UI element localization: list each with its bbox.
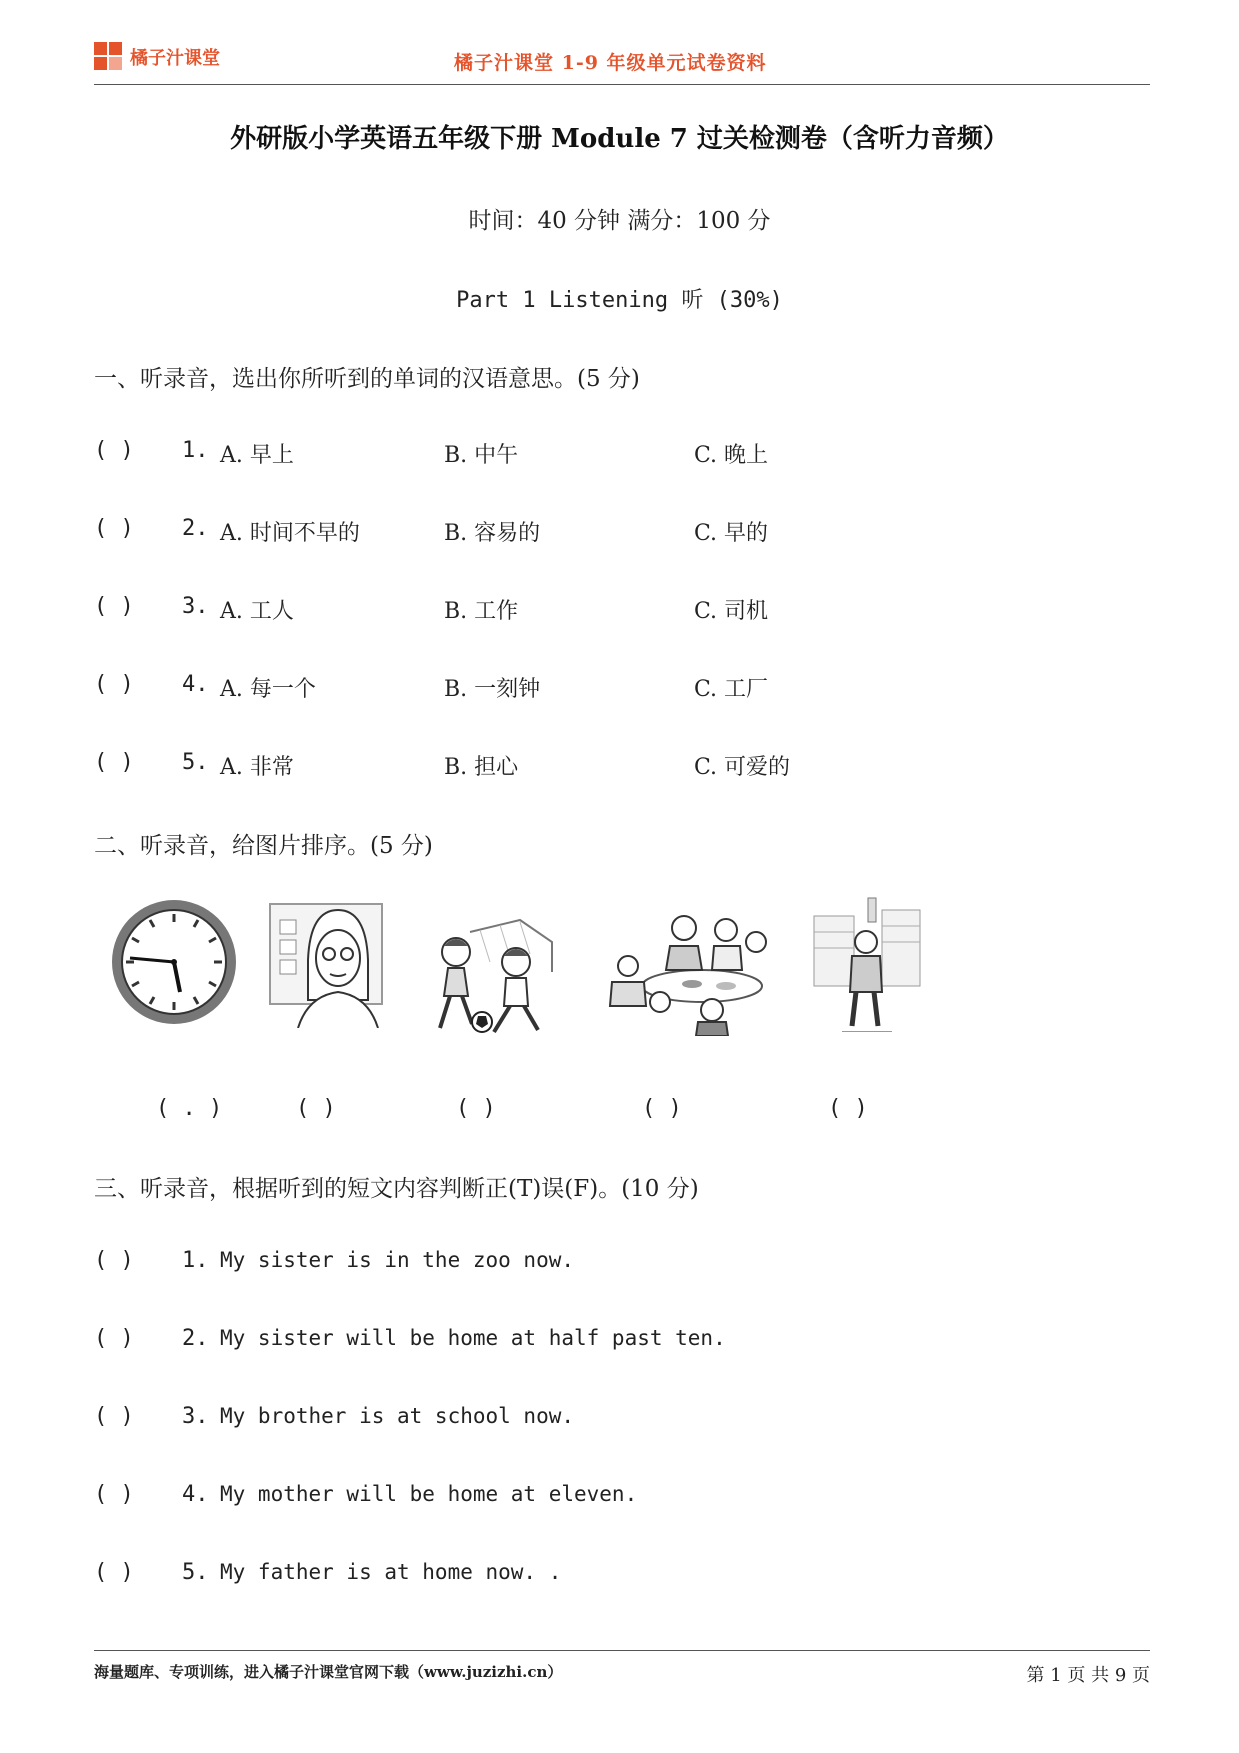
statement-text: My sister will be home at half past ten. (220, 1326, 726, 1350)
picture-answer-blank[interactable]: ( ) (642, 1096, 682, 1121)
item-number: 2. (182, 1326, 209, 1351)
option-a: A. 时间不早的 (220, 521, 360, 546)
answer-blank[interactable]: ( ) (94, 1248, 134, 1273)
option-c: C. 早的 (694, 521, 769, 546)
logo-text: 橘子汁课堂 (130, 48, 220, 69)
item-number: 2. (182, 516, 209, 541)
clock-picture (108, 896, 240, 1028)
option-c: C. 司机 (694, 599, 769, 624)
option-b: B. 一刻钟 (444, 677, 541, 702)
item-number: 4. (182, 1482, 209, 1507)
statement-text: My father is at home now. . (220, 1560, 562, 1584)
list-item (94, 516, 994, 548)
section2-heading: 二、听录音，给图片排序。(5 分) (94, 833, 433, 859)
item-number: 5. (182, 1560, 209, 1585)
section3-heading: 三、听录音，根据听到的短文内容判断正(T)误(F)。(10 分) (94, 1176, 699, 1202)
statement-text: My sister is in the zoo now. (220, 1248, 575, 1272)
option-c: C. 晚上 (694, 443, 769, 468)
item-number: 3. (182, 1404, 209, 1429)
answer-blank[interactable]: ( ) (94, 672, 134, 697)
picture-answer-blank[interactable]: ( ) (828, 1096, 868, 1121)
option-a: A. 工人 (220, 599, 294, 624)
option-c: C. 工厂 (694, 677, 769, 702)
document-subtitle: 时间：40 分钟 满分：100 分 (468, 208, 771, 234)
answer-blank[interactable]: ( ) (94, 438, 134, 463)
page-header (94, 40, 1150, 85)
list-item (94, 1404, 994, 1436)
statement-text: My mother will be home at eleven. (220, 1482, 638, 1506)
answer-blank[interactable]: ( ) (94, 1482, 134, 1507)
option-b: B. 担心 (444, 755, 519, 780)
answer-blank[interactable]: ( ) (94, 1560, 134, 1585)
header-title: 橘子汁课堂 1-9 年级单元试卷资料 (454, 52, 767, 74)
answer-blank[interactable]: ( ) (94, 750, 134, 775)
list-item (94, 672, 994, 704)
option-a: A. 每一个 (220, 677, 316, 702)
list-item (94, 438, 994, 470)
logo-icon (94, 42, 124, 72)
list-item (94, 1560, 994, 1592)
item-number: 3. (182, 594, 209, 619)
list-item (94, 1248, 994, 1280)
list-item (94, 1482, 994, 1514)
answer-blank[interactable]: ( ) (94, 594, 134, 619)
option-c: C. 可爱的 (694, 755, 791, 780)
picture-answer-blank[interactable]: ( ) (456, 1096, 496, 1121)
item-number: 1. (182, 1248, 209, 1273)
list-item (94, 1326, 994, 1358)
list-item (94, 594, 994, 626)
answer-blank[interactable]: ( ) (94, 516, 134, 541)
option-b: B. 工作 (444, 599, 519, 624)
statement-text: My brother is at school now. (220, 1404, 575, 1428)
option-b: B. 中午 (444, 443, 519, 468)
page-number: 第 1 页 共 9 页 (1026, 1665, 1150, 1686)
answer-blank[interactable]: ( ) (94, 1404, 134, 1429)
item-number: 4. (182, 672, 209, 697)
option-b: B. 容易的 (444, 521, 541, 546)
teacher-picture (268, 900, 388, 1028)
part-heading: Part 1 Listening 听 (30%) (456, 288, 783, 313)
item-number: 1. (182, 438, 209, 463)
answer-blank[interactable]: ( ) (94, 1326, 134, 1351)
picture-answer-blank[interactable]: ( ) (296, 1096, 336, 1121)
option-a: A. 非常 (220, 755, 294, 780)
man-walking-picture (812, 896, 922, 1032)
brand-logo (94, 42, 220, 72)
family-dinner-picture (606, 906, 778, 1036)
document-title: 外研版小学英语五年级下册 Module 7 过关检测卷（含听力音频） (230, 124, 1009, 154)
boys-football-picture (420, 912, 560, 1040)
option-a: A. 早上 (220, 443, 294, 468)
footer-download-note: 海量题库、专项训练，进入橘子汁课堂官网下载（www.juzizhi.cn） (94, 1663, 563, 1681)
picture-answer-blank[interactable]: ( . ) (156, 1096, 223, 1121)
list-item (94, 750, 994, 782)
page-footer (94, 1650, 1150, 1711)
item-number: 5. (182, 750, 209, 775)
section1-heading: 一、听录音，选出你所听到的单词的汉语意思。(5 分) (94, 366, 640, 392)
